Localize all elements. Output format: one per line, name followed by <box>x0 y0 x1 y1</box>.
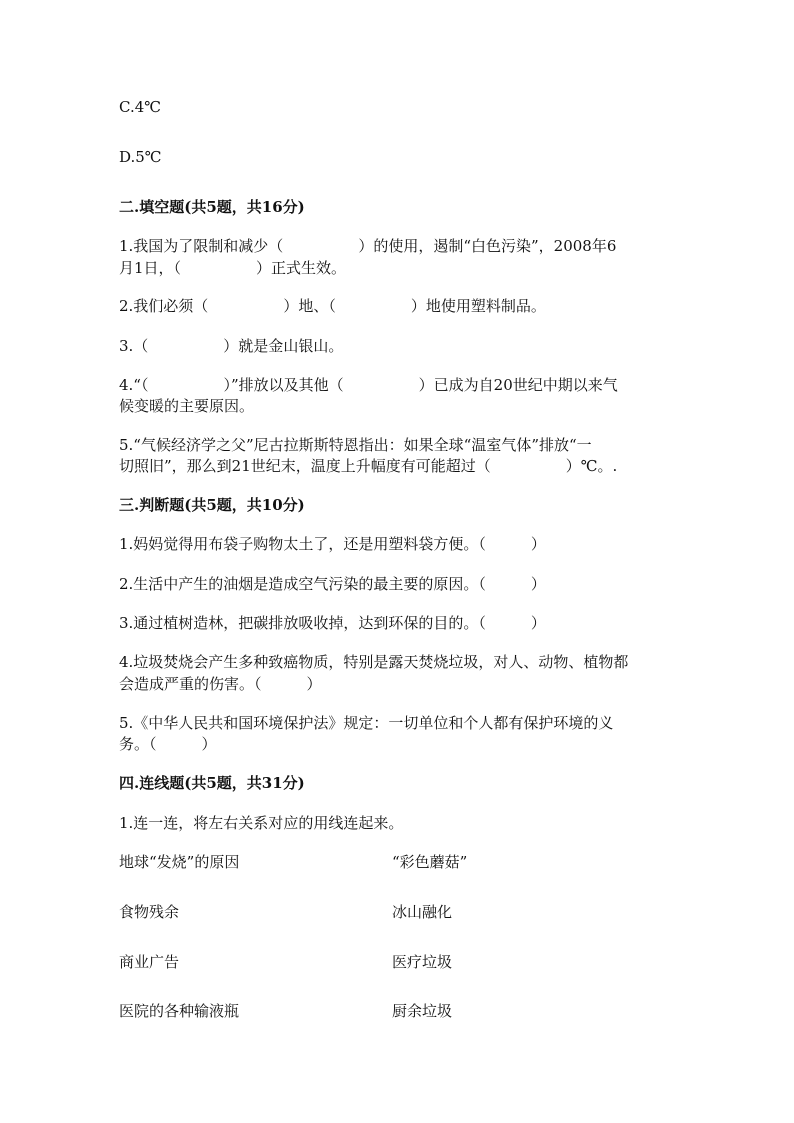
judge-question-4-line-2: 会造成严重的伤害。（ ） <box>119 675 322 693</box>
section-heading-fill-in: 二.填空题(共5题，共16分) <box>119 198 305 216</box>
fill-question-5-line-1: 5.“气候经济学之父”尼古拉斯斯特恩指出：如果全球“温室气体”排放“一 <box>119 436 592 454</box>
judge-question-4-line-1: 4.垃圾焚烧会产生多种致癌物质，特别是露天焚烧垃圾，对人、动物、植物都 <box>119 653 629 671</box>
fill-question-1-line-2: 月1日，（ ）正式生效。 <box>119 259 347 277</box>
option-d: D.5℃ <box>119 148 162 166</box>
judge-question-5-line-2: 务。（ ） <box>119 735 217 753</box>
option-c: C.4℃ <box>119 98 162 116</box>
judge-question-1: 1.妈妈觉得用布袋子购物太土了，还是用塑料袋方便。（ ） <box>119 535 546 553</box>
judge-question-3: 3.通过植树造林，把碳排放吸收掉，达到环保的目的。（ ） <box>119 614 546 632</box>
section-heading-matching: 四.连线题(共5题，共31分) <box>119 774 305 792</box>
fill-question-4-line-2: 候变暖的主要原因。 <box>119 397 255 415</box>
fill-question-3: 3.（ ）就是金山银山。 <box>119 337 344 355</box>
match-left-item: 食物残余 <box>119 903 180 921</box>
match-right-item: 厨余垃圾 <box>392 1002 453 1020</box>
judge-question-2: 2.生活中产生的油烟是造成空气污染的最主要的原因。（ ） <box>119 575 546 593</box>
match-right-item: 医疗垃圾 <box>392 953 453 971</box>
fill-question-2: 2.我们必须（ ）地、（ ）地使用塑料制品。 <box>119 297 546 315</box>
section-heading-true-false: 三.判断题(共5题，共10分) <box>119 496 305 514</box>
match-right-item: “彩色蘑菇” <box>392 853 468 871</box>
fill-question-4-line-1: 4.“（ ）”排放以及其他（ ）已成为自20世纪中期以来气 <box>119 376 618 394</box>
match-left-item: 地球“发烧”的原因 <box>119 853 240 871</box>
match-left-item: 商业广告 <box>119 953 180 971</box>
match-left-item: 医院的各种输液瓶 <box>119 1002 240 1020</box>
judge-question-5-line-1: 5.《中华人民共和国环境保护法》规定：一切单位和个人都有保护环境的义 <box>119 714 614 732</box>
fill-question-1-line-1: 1.我国为了限制和减少（ ）的使用，遏制“白色污染”，2008年6 <box>119 237 617 255</box>
match-right-item: 冰山融化 <box>392 903 453 921</box>
matching-question-1-prompt: 1.连一连，将左右关系对应的用线连起来。 <box>119 814 404 832</box>
fill-question-5-line-2: 切照旧”，那么到21世纪末，温度上升幅度有可能超过（ ）℃。. <box>119 457 618 475</box>
